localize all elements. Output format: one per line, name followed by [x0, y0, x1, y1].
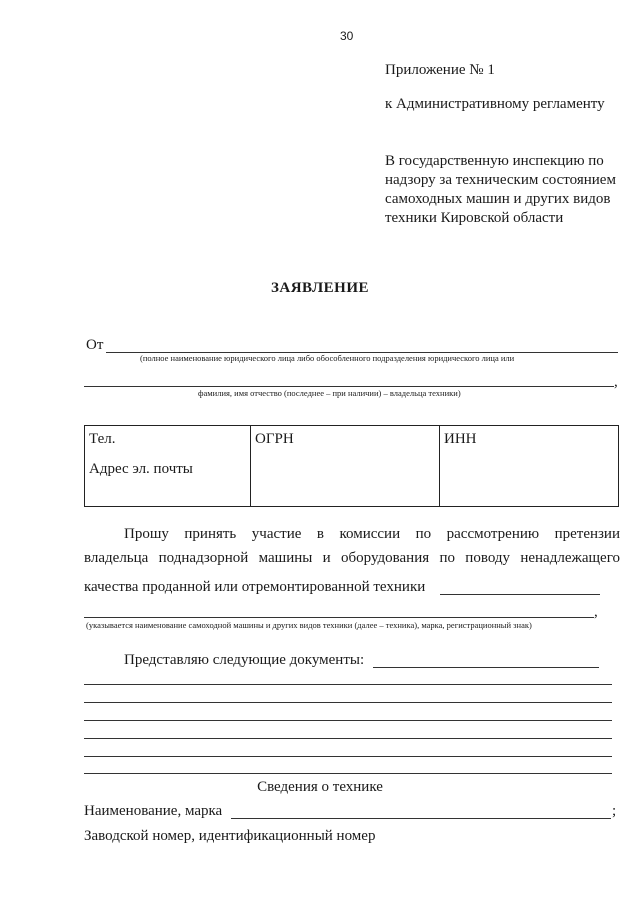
appendix-subtitle: к Административному регламенту [385, 96, 605, 112]
document-title: ЗАЯВЛЕНИЕ [270, 280, 370, 296]
equipment-name-end: ; [612, 803, 617, 819]
from-label: От [86, 337, 104, 353]
equipment-line-comma: , [594, 604, 598, 620]
request-line-2: владельца поднадзорной машины и оборудования по поводу ненадлежащего [84, 550, 620, 566]
request-line-3: качества проданной или отремонтированной техники [84, 579, 426, 595]
addressee: В государственную инспекцию по надзору за техническим состоянием самоходных машин и других видов техники Кировской области [385, 153, 616, 226]
ogrn-label: ОГРН [255, 431, 294, 447]
documents-input-line-1[interactable] [84, 684, 612, 685]
phone-email-cell[interactable] [85, 426, 251, 507]
contact-info-table [84, 425, 619, 507]
equipment-name-label: Наименование, марка [84, 803, 223, 819]
documents-input-line-2[interactable] [84, 702, 612, 703]
email-label: Адрес эл. почты [89, 461, 193, 477]
documents-input-line-4[interactable] [84, 738, 612, 739]
owner-line-comma: , [614, 374, 618, 390]
equipment-input-line[interactable] [440, 594, 600, 595]
from-caption-2: фамилия, имя отчество (последнее – при наличии) – владельца техники) [198, 388, 461, 398]
documents-input-line-6[interactable] [84, 773, 612, 774]
documents-label: Представляю следующие документы: [124, 652, 365, 668]
phone-label: Тел. [89, 431, 116, 447]
request-line-1: Прошу принять участие в комиссии по рассмотрению претензии [124, 526, 620, 542]
ogrn-cell[interactable] [251, 426, 440, 507]
inn-cell[interactable] [440, 426, 619, 507]
equipment-heading: Сведения о технике [257, 779, 383, 795]
documents-input-line-3[interactable] [84, 720, 612, 721]
serial-number-label: Заводской номер, идентификационный номер [84, 828, 376, 844]
request-paragraph [84, 522, 620, 570]
documents-input-line-0[interactable] [373, 667, 599, 668]
equipment-details-input-line[interactable] [84, 617, 594, 618]
equipment-name-input-line[interactable] [231, 818, 611, 819]
appendix-title: Приложение № 1 [385, 62, 495, 78]
page-number: 30 [340, 29, 354, 43]
inn-label: ИНН [444, 431, 477, 447]
owner-name-input-line[interactable] [84, 386, 614, 387]
from-caption-1: (полное наименование юридического лица либо обособленного подразделения юридического лица или [140, 353, 515, 363]
documents-input-line-5[interactable] [84, 756, 612, 757]
equipment-caption: (указывается наименование самоходной машины и других видов техники (далее – техника), марка, регистрационный знак) [86, 620, 532, 630]
